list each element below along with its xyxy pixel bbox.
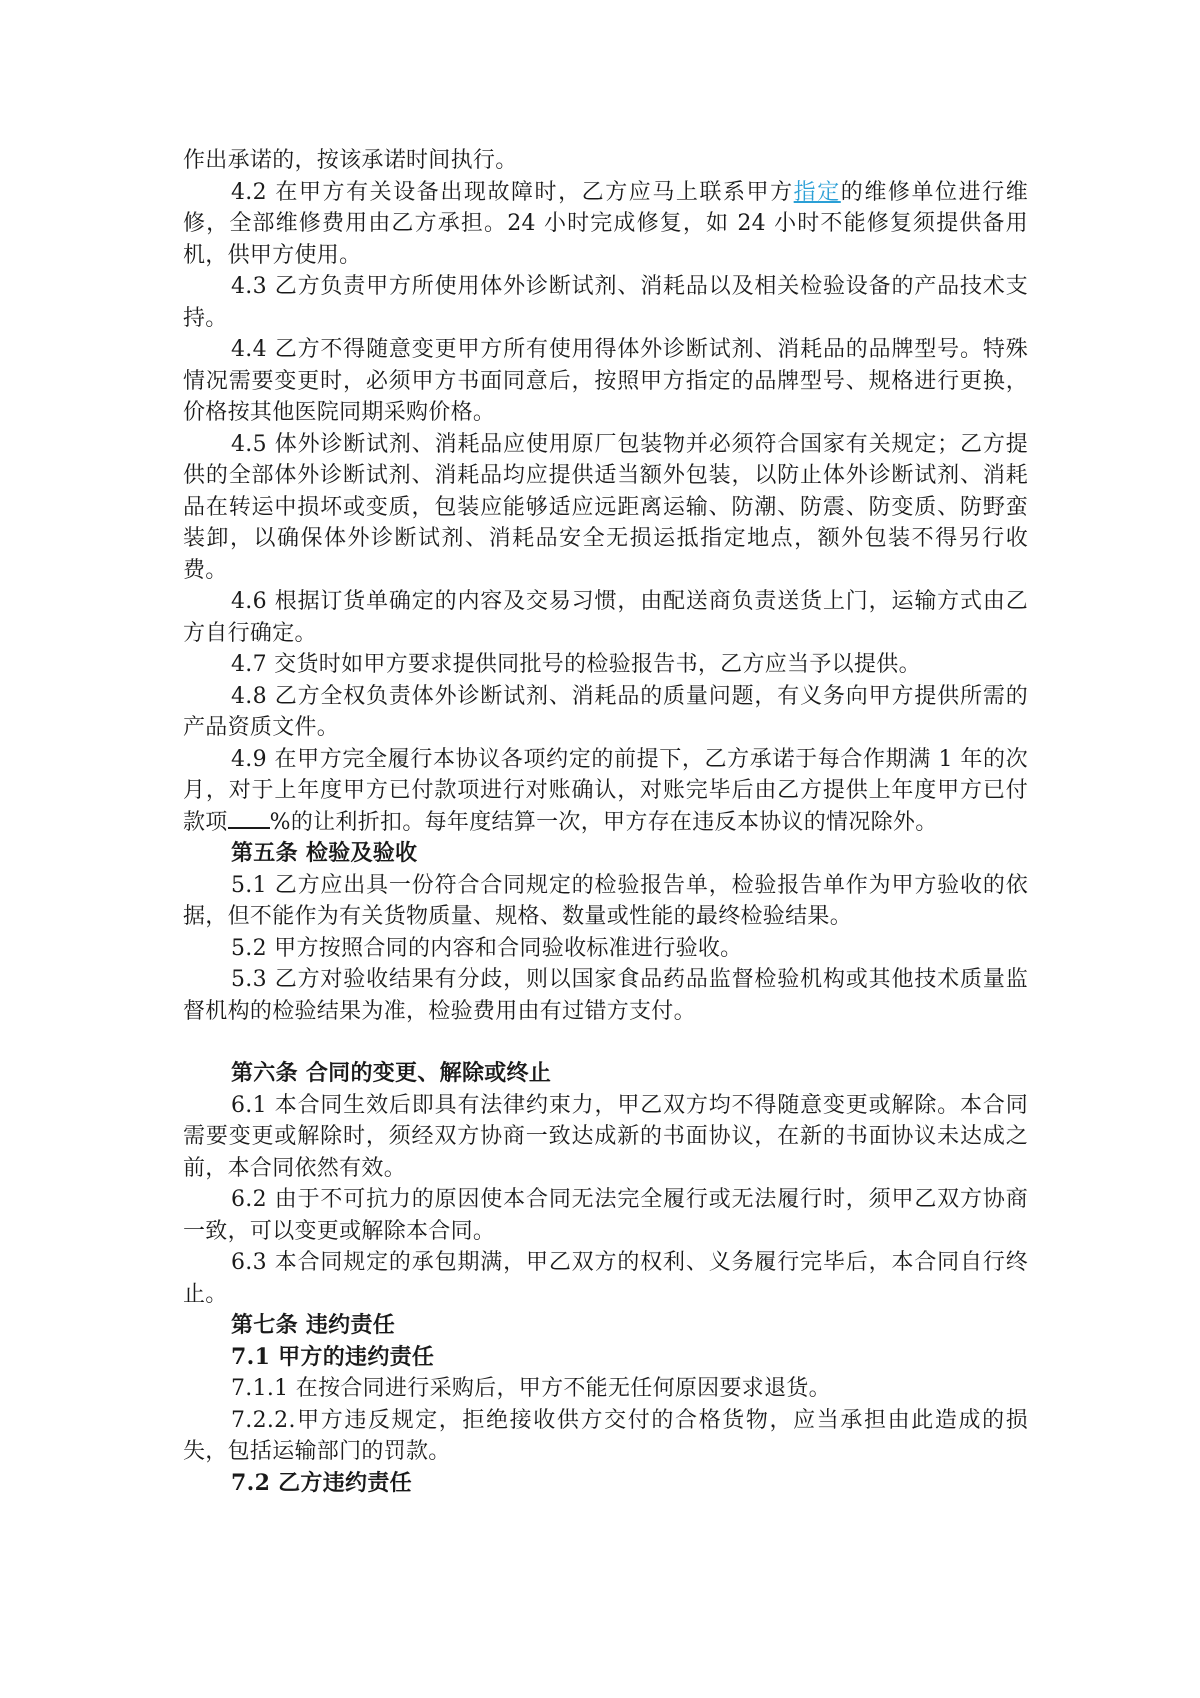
clause-4-8: 4.8 乙方全权负责体外诊断试剂、消耗品的质量问题，有义务向甲方提供所需的产品资质文件。	[183, 683, 1028, 740]
clause-4-2-text-before: 4.2 在甲方有关设备出现故障时，乙方应马上联系甲方	[231, 179, 794, 205]
clause-4-5: 4.5 体外诊断试剂、消耗品应使用原厂包装物并必须符合国家有关规定；乙方提供的全部体外诊断试剂、消耗品均应提供适当额外包装，以防止体外诊断试剂、消耗品在转运中损坏或变质，包装应能够适应远距离运输、防潮、防震、防变质、防野蛮装卸，以确保体外诊断试剂、消耗品安全无损运抵指定地点，额外包装不得另行收费。	[183, 431, 1028, 583]
clause-4-2-text-after: 的维修单位进行维修，全部维修费用由乙方承担。24 小时完成修复，如 24 小时不能修复须提供备用机，供甲方使用。	[183, 179, 1028, 268]
clause-4-2	[183, 177, 1028, 272]
clause-6-2: 6.2 由于不可抗力的原因使本合同无法完全履行或无法履行时，须甲乙双方协商一致，可以变更或解除本合同。	[183, 1187, 1028, 1244]
article-6-heading: 第六条 合同的变更、解除或终止	[231, 1060, 552, 1086]
paragraph-continuation: 作出承诺的，按该承诺时间执行。	[183, 148, 518, 173]
clause-4-4: 4.4 乙方不得随意变更甲方所有使用得体外诊断试剂、消耗品的品牌型号。特殊情况需要变更时，必须甲方书面同意后，按照甲方指定的品牌型号、规格进行更换，价格按其他医院同期采购价格。	[183, 337, 1028, 425]
clause-4-3: 4.3 乙方负责甲方所使用体外诊断试剂、消耗品以及相关检验设备的产品技术支持。	[183, 274, 1028, 331]
clause-6-3: 6.3 本合同规定的承包期满，甲乙双方的权利、义务履行完毕后，本合同自行终止。	[183, 1250, 1028, 1307]
clause-4-6: 4.6 根据订货单确定的内容及交易习惯，由配送商负责送货上门，运输方式由乙方自行确定。	[183, 589, 1028, 646]
clause-7-2-heading: 7.2 乙方违约责任	[231, 1469, 412, 1496]
clause-4-7: 4.7 交货时如甲方要求提供同批号的检验报告书，乙方应当予以提供。	[231, 652, 921, 677]
designated-link[interactable]: 指定	[793, 179, 841, 205]
percentage-blank	[228, 807, 270, 829]
clause-7-1-1: 7.1.1 在按合同进行采购后，甲方不能无任何原因要求退货。	[231, 1376, 831, 1401]
article-7-heading: 第七条 违约责任	[231, 1312, 396, 1338]
document-page	[183, 145, 1028, 1499]
clause-6-1: 6.1 本合同生效后即具有法律约束力，甲乙双方均不得随意变更或解除。本合同需要变更或解除时，须经双方协商一致达成新的书面协议，在新的书面协议未达成之前，本合同依然有效。	[183, 1092, 1028, 1181]
article-5-heading: 第五条 检验及验收	[231, 840, 418, 866]
clause-4-9	[183, 744, 1028, 839]
clause-5-1: 5.1 乙方应出具一份符合合同规定的检验报告单，检验报告单作为甲方验收的依据，但不能作为有关货物质量、规格、数量或性能的最终检验结果。	[183, 872, 1028, 929]
clause-4-9-text-after: %的让利折扣。每年度结算一次，甲方存在违反本协议的情况除外。	[269, 809, 938, 835]
clause-5-2: 5.2 甲方按照合同的内容和合同验收标准进行验收。	[231, 935, 743, 961]
clause-7-2-2: 7.2.2.甲方违反规定，拒绝接收供方交付的合格货物，应当承担由此造成的损失，包括运输部门的罚款。	[183, 1407, 1028, 1464]
clause-5-3: 5.3 乙方对验收结果有分歧，则以国家食品药品监督检验机构或其他技术质量监督机构的检验结果为准，检验费用由有过错方支付。	[183, 967, 1028, 1024]
section-gap	[183, 1027, 1028, 1058]
clause-7-1-heading: 7.1 甲方的违约责任	[231, 1343, 435, 1370]
clause-4-9-text-before: 4.9 在甲方完全履行本协议各项约定的前提下，乙方承诺于每合作期满 1 年的次月，对于上年度甲方已付款项进行对账确认，对账完毕后由乙方提供上年度甲方已付款项	[183, 746, 1028, 835]
